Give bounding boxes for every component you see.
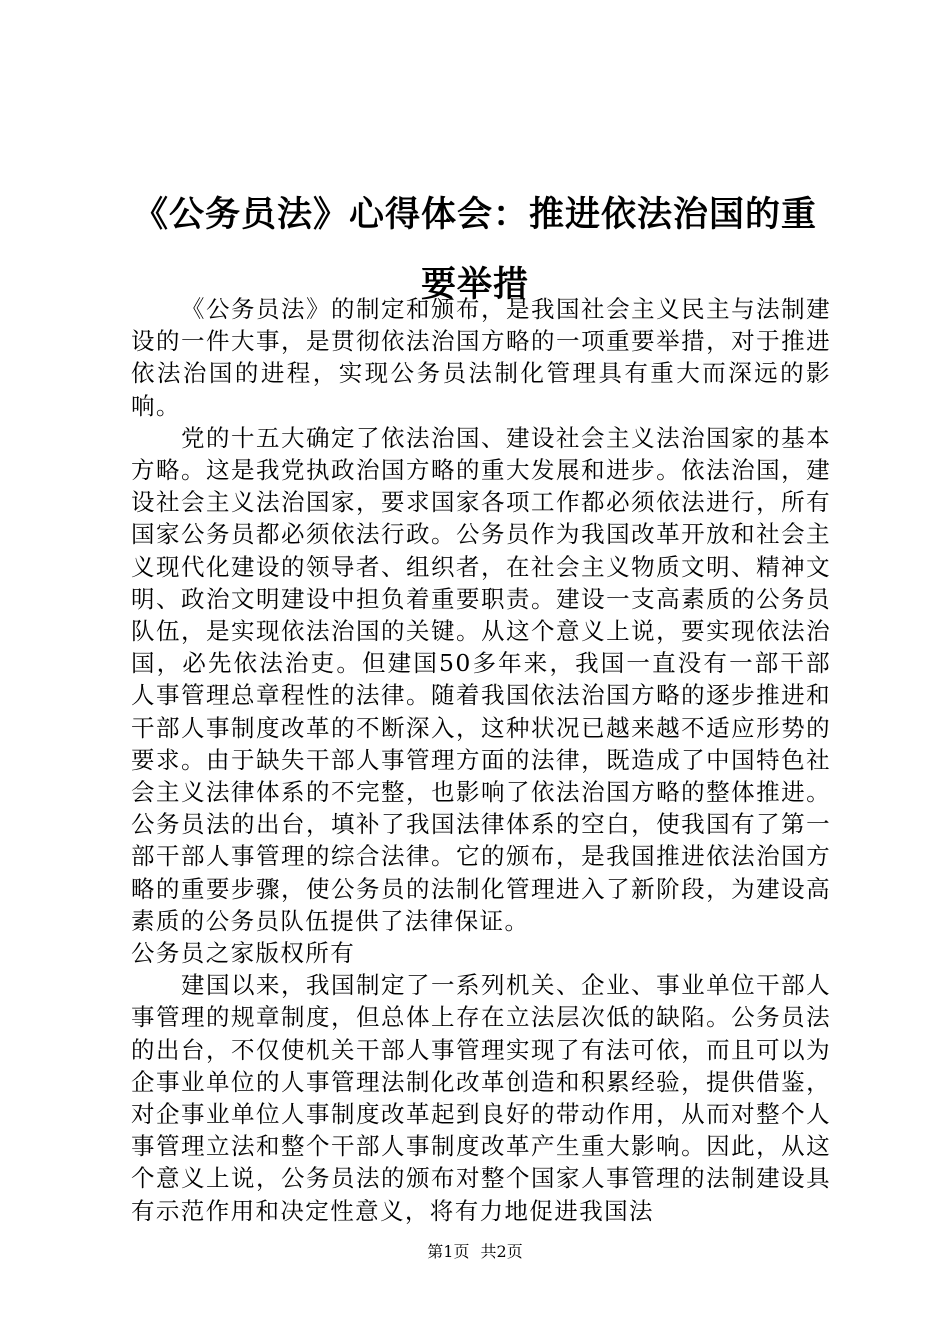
paragraph: 建国以来，我国制定了一系列机关、企业、事业单位干部人事管理的规章制度，但总体上存在立法层次低的缺陷。公务员法的出台，不仅使机关干部人事管理实现了有法可依，而且可以为企事业单位的人事管理法制化改革创造和积累经验，提供借鉴，对企事业单位人事制度改革起到良好的带动作用，从而对整个人事管理立法和整个干部人事制度改革产生重大影响。因此，从这个意义上说，公务员法的颁布对整个国家人事管理的法制建设具有示范作用和决定性意义，将有力地促进我国法	[131, 971, 831, 1225]
page-footer	[0, 1240, 950, 1264]
document-title: 《公务员法》心得体会：推进依法治国的重要举措	[132, 195, 817, 305]
document-body	[131, 293, 831, 1227]
paragraph: 党的十五大确定了依法治国、建设社会主义法治国家的基本方略。这是我党执政治国方略的重大发展和进步。依法治国，建设社会主义法治国家，要求国家各项工作都必须依法进行，所有国家公务员都必须依法行政。公务员作为我国改革开放和社会主义现代化建设的领导者、组织者，在社会主义物质文明、精神文明、政治文明建设中担负着重要职责。建设一支高素质的公务员队伍，是实现依法治国的关键。从这个意义上说，要实现依法治国，必先依法治吏。但建国50多年来，我国一直没有一部干部人事管理总章程性的法律。随着我国依法治国方略的逐步推进和干部人事制度改革的不断深入，这种状况已越来越不适应形势的要求。由于缺失干部人事管理方面的法律，既造成了中国特色社会主义法律体系的不完整，也影响了依法治国方略的整体推进。公务员法的出台，填补了我国法律体系的空白，使我国有了第一部干部人事管理的综合法律。它的颁布，是我国推进依法治国方略的重要步骤，使公务员的法制化管理进入了新阶段，为建设高素质的公务员队伍提供了法律保证。	[131, 423, 831, 935]
paragraph: 《公务员法》的制定和颁布，是我国社会主义民主与法制建设的一件大事，是贯彻依法治国方略的一项重要举措，对于推进依法治国的进程，实现公务员法制化管理具有重大而深远的影响。	[131, 295, 831, 420]
page-total: 共2页	[480, 1242, 523, 1261]
page-number: 第1页	[427, 1242, 470, 1261]
copyright-line: 公务员之家版权所有	[131, 939, 356, 968]
